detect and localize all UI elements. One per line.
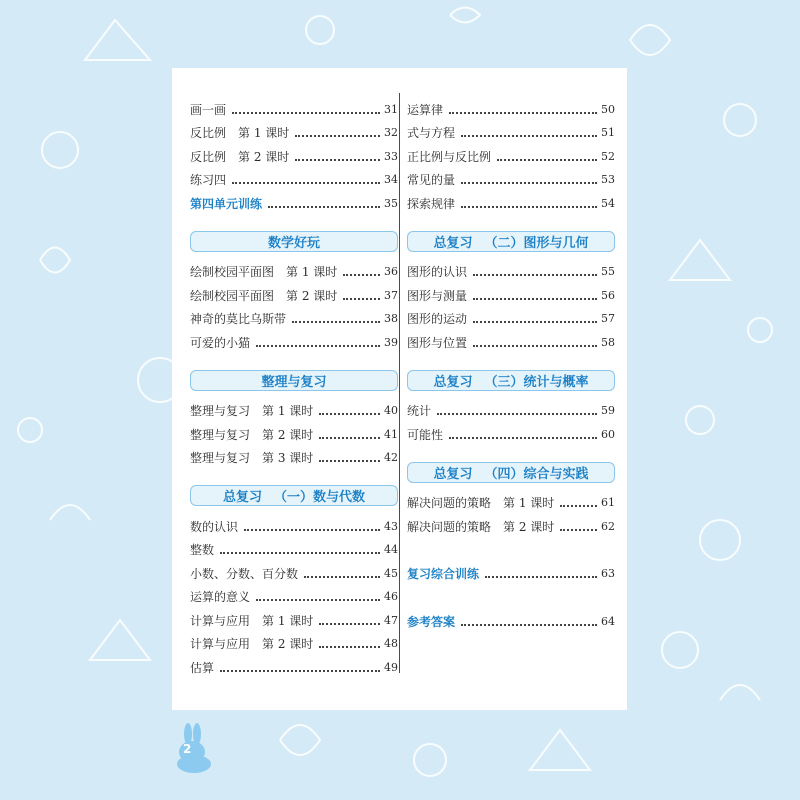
toc-entry-page: 49 <box>384 660 398 674</box>
toc-entry[interactable] <box>190 93 398 117</box>
toc-entry[interactable] <box>190 164 398 188</box>
section-heading <box>407 231 615 252</box>
dot-leader <box>319 646 380 648</box>
section-heading-text: 总复习 <box>433 235 473 251</box>
toc-entry-title: 可能性 <box>407 427 444 442</box>
dot-leader <box>473 274 597 276</box>
section-heading-text: 总复习 <box>222 490 262 505</box>
dot-leader <box>461 135 597 137</box>
toc-entry-title: 式与方程 <box>407 126 456 140</box>
toc-entry[interactable] <box>190 442 398 466</box>
toc-entry-title: 运算的意义 <box>190 590 251 604</box>
toc-entry-title-wrap <box>190 336 250 350</box>
toc-entry-page: 31 <box>384 102 398 116</box>
toc-entry-page: 39 <box>384 335 398 349</box>
toc-entry-title: 运算律 <box>407 102 444 117</box>
toc-entry-title: 解决问题的策略 <box>407 496 492 510</box>
toc-entry[interactable] <box>190 279 398 303</box>
toc-entry-title-wrap <box>407 496 554 510</box>
toc-entry-lesson: 第 1 课时 <box>503 496 555 510</box>
toc-right-column <box>407 93 615 629</box>
toc-entry-title-wrap <box>190 543 214 557</box>
dot-leader <box>256 599 380 601</box>
toc-entry-lesson: 第 1 课时 <box>286 265 338 279</box>
toc-entry[interactable] <box>190 187 398 211</box>
section-heading-text: （二）图形与几何 <box>484 235 589 251</box>
toc-entry-title-wrap <box>407 197 455 211</box>
toc-entry-title-wrap <box>407 103 443 117</box>
toc-entry-title: 反比例 <box>190 126 227 140</box>
toc-entry-title-wrap <box>407 336 467 350</box>
toc-entry-title: 图形与测量 <box>407 288 468 303</box>
toc-entry-title-wrap <box>190 567 298 581</box>
toc-entry-title-wrap <box>190 590 250 604</box>
toc-entry[interactable] <box>190 117 398 141</box>
toc-entry-title-wrap <box>407 126 455 140</box>
toc-entry-title-wrap <box>407 289 467 303</box>
toc-entry-title: 图形与位置 <box>407 335 468 350</box>
dot-leader <box>292 321 380 323</box>
toc-entry[interactable] <box>190 256 398 280</box>
toc-entry[interactable] <box>190 651 398 675</box>
toc-entry-title-wrap <box>190 150 289 164</box>
toc-entry-page: 48 <box>384 637 398 650</box>
toc-entry-title-wrap <box>190 451 313 465</box>
toc-entry-page: 52 <box>601 149 615 163</box>
toc-entry[interactable] <box>407 164 615 188</box>
dot-leader <box>449 112 597 114</box>
dot-leader <box>295 135 380 137</box>
dot-leader <box>461 182 597 184</box>
toc-entry-page: 32 <box>384 126 398 139</box>
toc-entry[interactable] <box>190 581 398 605</box>
toc-entry[interactable] <box>407 558 615 582</box>
dot-leader <box>244 529 380 531</box>
toc-entry-title: 常见的量 <box>407 173 456 187</box>
toc-entry[interactable] <box>407 93 615 117</box>
spacer <box>407 534 615 558</box>
section-heading-text: 数学好玩 <box>267 235 320 251</box>
toc-entry-page: 51 <box>601 126 615 139</box>
toc-entry[interactable] <box>190 140 398 164</box>
toc-entry-page: 63 <box>601 567 615 580</box>
dot-leader <box>437 413 597 415</box>
dot-leader <box>268 206 380 208</box>
toc-entry[interactable] <box>407 487 615 511</box>
toc-entry-title: 正比例与反比例 <box>407 149 492 164</box>
toc-entry[interactable] <box>407 395 615 419</box>
toc-entry[interactable] <box>190 557 398 581</box>
toc-entry-lesson: 第 2 课时 <box>503 519 555 534</box>
toc-entry[interactable] <box>190 510 398 534</box>
toc-entry-page: 53 <box>601 173 615 186</box>
toc-entry-page: 59 <box>601 404 615 417</box>
toc-entry-title: 图形的认识 <box>407 265 468 279</box>
dot-leader <box>461 206 597 208</box>
toc-entry[interactable] <box>407 279 615 303</box>
toc-entry[interactable] <box>407 140 615 164</box>
toc-entry-title-wrap <box>190 173 226 187</box>
toc-entry[interactable] <box>407 303 615 327</box>
dot-leader <box>319 437 380 439</box>
dot-leader <box>473 321 597 323</box>
toc-entry-title-wrap <box>407 520 554 534</box>
toc-entry-page: 61 <box>601 496 615 509</box>
toc-entry-title: 估算 <box>190 660 215 675</box>
dot-leader <box>295 159 380 161</box>
section-heading-text: （四）综合与实践 <box>484 466 589 482</box>
toc-entry-page: 33 <box>384 149 398 163</box>
toc-entry-page: 38 <box>384 312 398 325</box>
dot-leader <box>343 274 380 276</box>
toc-entry-title-wrap <box>407 615 455 629</box>
toc-entry[interactable] <box>190 326 398 350</box>
toc-entry-page: 64 <box>601 614 615 628</box>
toc-entry[interactable] <box>407 256 615 280</box>
toc-entry-title-wrap <box>190 520 238 534</box>
toc-entry[interactable] <box>407 605 615 629</box>
toc-entry-title: 数的认识 <box>190 519 239 534</box>
toc-entry-title-wrap <box>190 428 313 442</box>
section-heading <box>190 485 398 506</box>
spacer <box>407 581 615 605</box>
toc-entry-page: 43 <box>384 519 398 533</box>
toc-entry[interactable] <box>190 303 398 327</box>
toc-entry[interactable] <box>190 418 398 442</box>
toc-entry-title: 整理与复习 <box>190 427 251 442</box>
toc-entry[interactable] <box>407 187 615 211</box>
toc-entry-page: 45 <box>384 566 398 580</box>
toc-entry-title-wrap <box>407 404 431 418</box>
section-heading-text: （三）统计与概率 <box>484 374 589 390</box>
toc-entry[interactable] <box>407 510 615 534</box>
toc-entry-title-wrap <box>190 614 313 628</box>
toc-entry-lesson: 第 2 课时 <box>286 288 338 303</box>
section-heading-text: 总复习 <box>433 374 473 390</box>
toc-entry-title: 参考答案 <box>407 614 456 629</box>
toc-entry[interactable] <box>190 604 398 628</box>
section-heading <box>190 370 398 391</box>
toc-entry-lesson: 第 1 课时 <box>262 613 314 628</box>
dot-leader <box>232 112 380 114</box>
toc-entry-title: 统计 <box>407 404 432 418</box>
toc-entry-title: 可爱的小猫 <box>190 335 251 350</box>
rabbit-icon <box>170 722 216 774</box>
toc-entry-page: 41 <box>384 427 398 441</box>
toc-entry-title-wrap <box>190 312 286 326</box>
toc-entry-lesson: 第 1 课时 <box>238 126 290 140</box>
toc-entry-title: 探索规律 <box>407 196 456 211</box>
dot-leader <box>560 505 597 507</box>
toc-entry-title-wrap <box>190 103 226 117</box>
dot-leader <box>343 298 380 300</box>
toc-entry-title-wrap <box>190 637 313 651</box>
toc-entry-title: 计算与应用 <box>190 613 251 628</box>
toc-entry-page: 50 <box>601 102 615 116</box>
dot-leader <box>304 576 380 578</box>
toc-entry-page: 35 <box>384 196 398 210</box>
toc-entry-page: 40 <box>384 404 398 417</box>
dot-leader <box>319 413 380 415</box>
toc-entry-title: 小数、分数、百分数 <box>190 566 299 581</box>
section-heading-text: 总复习 <box>433 466 473 482</box>
dot-leader <box>473 298 597 300</box>
toc-entry-title-wrap <box>407 312 467 326</box>
toc-entry[interactable] <box>407 117 615 141</box>
toc-entry-title: 绘制校园平面图 <box>190 288 275 303</box>
column-divider <box>399 93 400 673</box>
dot-leader <box>449 437 597 439</box>
toc-entry-title: 神奇的莫比乌斯带 <box>190 312 287 326</box>
toc-entry-title-wrap <box>407 428 443 442</box>
toc-entry-title: 图形的运动 <box>407 312 468 326</box>
toc-entry-title: 绘制校园平面图 <box>190 265 275 279</box>
dot-leader <box>560 529 597 531</box>
toc-entry-title-wrap <box>190 661 214 675</box>
toc-entry-title: 整理与复习 <box>190 451 251 465</box>
toc-entry-title-wrap <box>190 404 313 418</box>
section-heading-text: （一）数与代数 <box>274 490 366 505</box>
toc-entry[interactable] <box>190 628 398 652</box>
dot-leader <box>232 182 380 184</box>
toc-entry-title: 整理与复习 <box>190 404 251 418</box>
toc-entry-page: 46 <box>384 590 398 603</box>
section-heading-text: 整理与复习 <box>261 374 327 390</box>
toc-entry[interactable] <box>407 418 615 442</box>
toc-entry-title: 计算与应用 <box>190 637 251 651</box>
toc-entry-page: 62 <box>601 519 615 533</box>
toc-entry-title-wrap <box>407 173 455 187</box>
page-number: 2 <box>183 742 192 756</box>
dot-leader <box>220 552 380 554</box>
section-heading <box>407 370 615 391</box>
toc-entry-lesson: 第 1 课时 <box>262 404 314 418</box>
toc-entry-page: 55 <box>601 265 615 278</box>
dot-leader <box>473 345 597 347</box>
toc-entry-lesson: 第 2 课时 <box>238 149 290 164</box>
toc-entry-title-wrap <box>407 150 491 164</box>
toc-entry-title-wrap <box>190 265 337 279</box>
toc-entry-page: 56 <box>601 288 615 302</box>
section-heading <box>407 462 615 483</box>
toc-entry-title: 复习综合训练 <box>407 567 480 581</box>
toc-entry[interactable] <box>190 395 398 419</box>
toc-entry-title: 练习四 <box>190 173 227 187</box>
toc-entry-lesson: 第 3 课时 <box>262 451 314 465</box>
toc-entry-title: 反比例 <box>190 149 227 164</box>
dot-leader <box>319 623 380 625</box>
toc-entry[interactable] <box>407 326 615 350</box>
toc-entry-page: 57 <box>601 312 615 325</box>
toc-entry-page: 54 <box>601 196 615 210</box>
dot-leader <box>461 624 597 626</box>
toc-entry-page: 37 <box>384 288 398 302</box>
dot-leader <box>256 345 380 347</box>
toc-entry-lesson: 第 2 课时 <box>262 637 314 651</box>
dot-leader <box>497 159 597 161</box>
toc-entry-title-wrap <box>407 265 467 279</box>
toc-entry-title: 解决问题的策略 <box>407 519 492 534</box>
toc-entry-title: 第四单元训练 <box>190 196 263 211</box>
toc-entry-lesson: 第 2 课时 <box>262 427 314 442</box>
toc-entry-page: 60 <box>601 427 615 441</box>
toc-entry[interactable] <box>190 534 398 558</box>
toc-entry-page: 58 <box>601 335 615 349</box>
toc-entry-title-wrap <box>190 289 337 303</box>
toc-entry-page: 42 <box>384 451 398 464</box>
toc-entry-title-wrap <box>407 567 479 581</box>
toc-entry-title: 画一画 <box>190 102 227 117</box>
toc-left-column <box>190 93 398 675</box>
toc-entry-title: 整数 <box>190 543 215 557</box>
toc-entry-title-wrap <box>190 126 289 140</box>
section-heading <box>190 231 398 252</box>
toc-entry-page: 44 <box>384 543 398 556</box>
dot-leader <box>220 670 380 672</box>
dot-leader <box>319 460 380 462</box>
toc-entry-page: 47 <box>384 613 398 627</box>
toc-entry-title-wrap <box>190 197 262 211</box>
toc-entry-page: 36 <box>384 265 398 278</box>
toc-entry-page: 34 <box>384 173 398 186</box>
dot-leader <box>485 576 597 578</box>
